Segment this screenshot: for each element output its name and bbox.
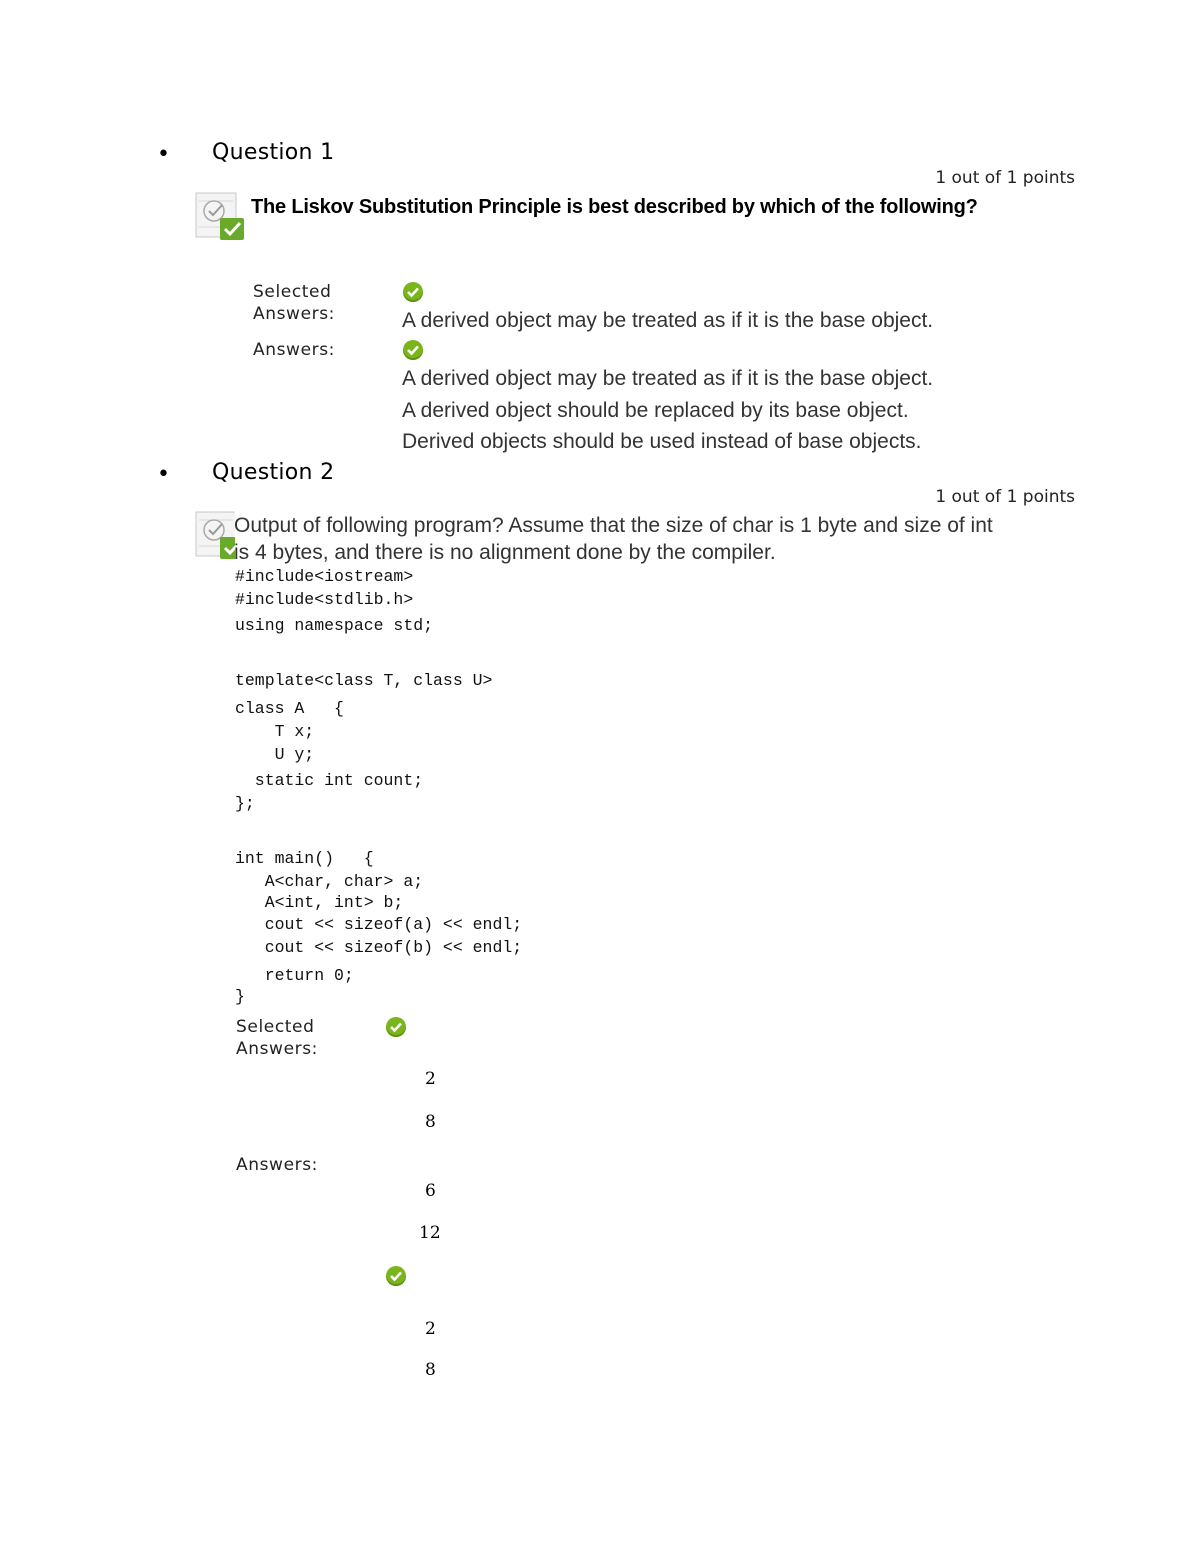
code-line: template<class T, class U>	[235, 671, 493, 690]
answer-option-value: 12	[419, 1223, 441, 1243]
question-1-title: Question 1	[212, 140, 335, 165]
question-1-prompt: The Liskov Substitution Principle is best described by which of the following?	[251, 196, 978, 218]
code-line: A<char, char> a;	[235, 872, 424, 891]
graded-correct-icon	[195, 510, 235, 560]
graded-correct-icon	[195, 191, 245, 241]
answer-option-value: 8	[425, 1360, 436, 1380]
code-line: U y;	[235, 745, 315, 764]
code-line: return 0;	[235, 966, 354, 985]
answer-option-value: 2	[425, 1319, 436, 1339]
check-circle-icon	[403, 282, 423, 302]
question-2-prompt: Output of following program? Assume that the size of char is 1 byte and size of int	[234, 514, 993, 537]
code-line: }	[235, 987, 245, 1006]
code-line: #include<iostream>	[235, 567, 414, 586]
check-circle-icon	[403, 340, 423, 360]
code-line: };	[235, 794, 255, 813]
question-2-title: Question 2	[212, 460, 335, 485]
check-circle-icon	[386, 1266, 406, 1286]
answer-option-value: 6	[425, 1181, 436, 1201]
answers-label: Answers:	[236, 1155, 318, 1175]
code-line: using namespace std;	[235, 616, 434, 635]
code-line: #include<stdlib.h>	[235, 590, 414, 609]
code-line: T x;	[235, 722, 315, 741]
selected-answer-value: 8	[425, 1112, 436, 1132]
code-line: int main() {	[235, 849, 374, 868]
answers-label: Answers:	[253, 340, 335, 360]
code-line: static int count;	[235, 771, 424, 790]
question-2-bullet: •	[157, 462, 170, 487]
selected-answers-label: Answers:	[236, 1039, 318, 1059]
answer-option: Derived objects should be used instead of base objects.	[402, 430, 922, 453]
selected-answers-label: Selected	[236, 1017, 315, 1037]
check-circle-icon	[386, 1017, 406, 1037]
selected-answer: A derived object may be treated as if it is the base object.	[402, 309, 934, 332]
code-line: class A {	[235, 699, 344, 718]
code-line: A<int, int> b;	[235, 893, 404, 912]
question-1-bullet: •	[157, 142, 170, 167]
answer-option: A derived object may be treated as if it is the base object.	[402, 367, 934, 390]
selected-answers-label: Answers:	[253, 304, 335, 324]
question-1-points: 1 out of 1 points	[935, 168, 1075, 188]
question-2-points: 1 out of 1 points	[935, 487, 1075, 507]
code-line: cout << sizeof(b) << endl;	[235, 938, 523, 957]
selected-answer-value: 2	[425, 1069, 436, 1089]
question-2-prompt: is 4 bytes, and there is no alignment done by the compiler.	[234, 541, 776, 564]
selected-answers-label: Selected	[253, 282, 332, 302]
code-line: cout << sizeof(a) << endl;	[235, 915, 523, 934]
answer-option: A derived object should be replaced by its base object.	[402, 399, 909, 422]
